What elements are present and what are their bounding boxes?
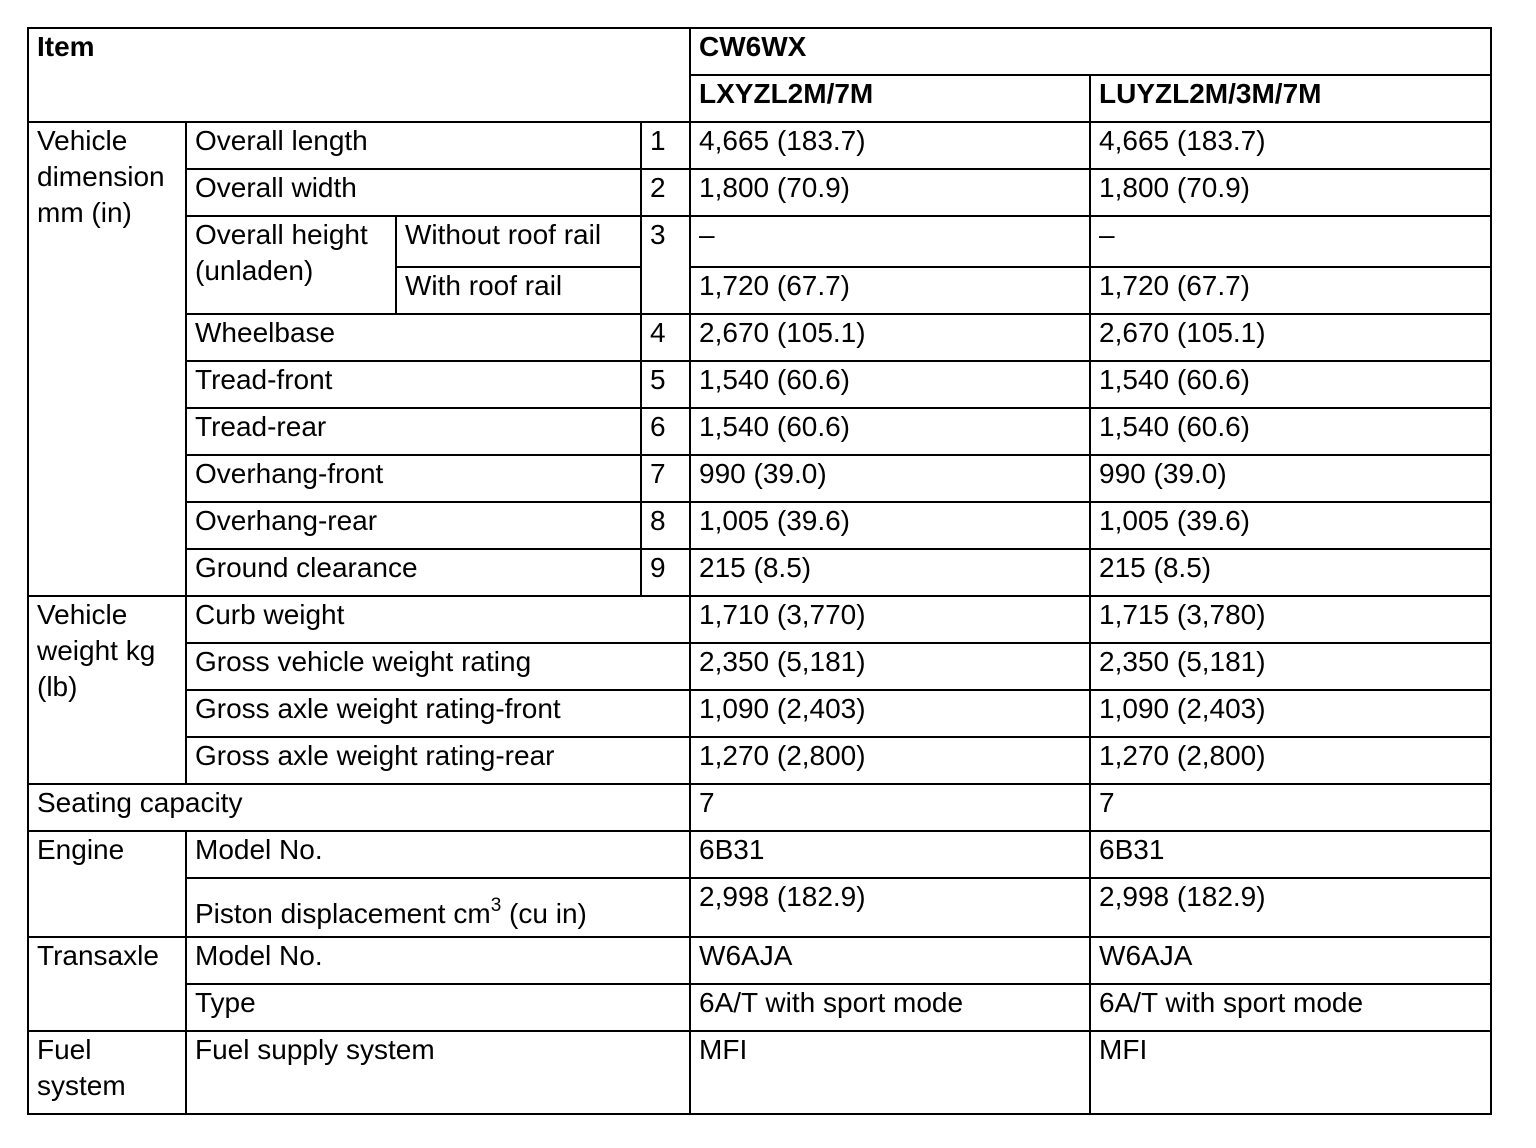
value-variant-2: – bbox=[1090, 216, 1491, 267]
header-row bbox=[28, 28, 1491, 75]
row-label: Wheelbase bbox=[186, 314, 641, 361]
value-variant-2: 990 (39.0) bbox=[1090, 455, 1491, 502]
row-number: 2 bbox=[641, 169, 690, 216]
variant-2-header: LUYZL2M/3M/7M bbox=[1090, 75, 1491, 122]
table-row bbox=[28, 831, 1491, 878]
table-row bbox=[28, 596, 1491, 643]
value-variant-2: 1,715 (3,780) bbox=[1090, 596, 1491, 643]
table-row bbox=[28, 690, 1491, 737]
seating-capacity-label: Seating capacity bbox=[28, 784, 690, 831]
piston-displacement-label bbox=[186, 878, 690, 937]
value-variant-1: 1,270 (2,800) bbox=[690, 737, 1090, 784]
fuel-group-label: Fuel system bbox=[28, 1031, 186, 1114]
overall-height-label: Overall height (unladen) bbox=[186, 216, 396, 314]
value-variant-1: W6AJA bbox=[690, 937, 1090, 984]
value-variant-2: 215 (8.5) bbox=[1090, 549, 1491, 596]
value-variant-2: MFI bbox=[1090, 1031, 1491, 1114]
weight-group-label: Vehicle weight kg (lb) bbox=[28, 596, 186, 784]
row-label: Gross vehicle weight rating bbox=[186, 643, 690, 690]
row-number: 7 bbox=[641, 455, 690, 502]
value-variant-2: 1,270 (2,800) bbox=[1090, 737, 1491, 784]
value-variant-1: 1,005 (39.6) bbox=[690, 502, 1090, 549]
row-number: 3 bbox=[641, 216, 690, 314]
item-header: Item bbox=[28, 28, 690, 122]
row-label: Model No. bbox=[186, 937, 690, 984]
table-row bbox=[28, 737, 1491, 784]
value-variant-1: 6B31 bbox=[690, 831, 1090, 878]
engine-group-label: Engine bbox=[28, 831, 186, 937]
value-variant-2: 2,670 (105.1) bbox=[1090, 314, 1491, 361]
row-label: Model No. bbox=[186, 831, 690, 878]
value-variant-1: 2,350 (5,181) bbox=[690, 643, 1090, 690]
row-number: 1 bbox=[641, 122, 690, 169]
table-row bbox=[28, 984, 1491, 1031]
value-variant-2: 6B31 bbox=[1090, 831, 1491, 878]
with-roof-rail-label: With roof rail bbox=[396, 267, 641, 314]
table-row bbox=[28, 1031, 1491, 1114]
table-row bbox=[28, 643, 1491, 690]
label-unit: (cu in) bbox=[501, 898, 587, 929]
value-variant-2: 1,005 (39.6) bbox=[1090, 502, 1491, 549]
value-variant-1: 2,998 (182.9) bbox=[690, 878, 1090, 937]
value-variant-2: 6A/T with sport mode bbox=[1090, 984, 1491, 1031]
value-variant-2: 1,090 (2,403) bbox=[1090, 690, 1491, 737]
row-label: Overall length bbox=[186, 122, 641, 169]
value-variant-2: 4,665 (183.7) bbox=[1090, 122, 1491, 169]
value-variant-1: 1,540 (60.6) bbox=[690, 408, 1090, 455]
value-variant-1: 7 bbox=[690, 784, 1090, 831]
row-label: Tread-rear bbox=[186, 408, 641, 455]
value-variant-1: – bbox=[690, 216, 1090, 267]
table-row bbox=[28, 878, 1491, 937]
row-label: Gross axle weight rating-rear bbox=[186, 737, 690, 784]
table-row bbox=[28, 784, 1491, 831]
row-number: 5 bbox=[641, 361, 690, 408]
row-label: Gross axle weight rating-front bbox=[186, 690, 690, 737]
table-row bbox=[28, 216, 1491, 267]
table-row bbox=[28, 408, 1491, 455]
value-variant-1: 990 (39.0) bbox=[690, 455, 1090, 502]
table-row bbox=[28, 455, 1491, 502]
row-label: Type bbox=[186, 984, 690, 1031]
value-variant-2: 7 bbox=[1090, 784, 1491, 831]
row-label: Overall width bbox=[186, 169, 641, 216]
value-variant-1: 1,540 (60.6) bbox=[690, 361, 1090, 408]
value-variant-2: 1,540 (60.6) bbox=[1090, 361, 1491, 408]
variant-1-header: LXYZL2M/7M bbox=[690, 75, 1090, 122]
value-variant-1: 1,720 (67.7) bbox=[690, 267, 1090, 314]
value-variant-2: 2,998 (182.9) bbox=[1090, 878, 1491, 937]
table-row bbox=[28, 361, 1491, 408]
row-number: 4 bbox=[641, 314, 690, 361]
row-label: Tread-front bbox=[186, 361, 641, 408]
value-variant-1: 1,800 (70.9) bbox=[690, 169, 1090, 216]
dimension-group-label: Vehicle dimension mm (in) bbox=[28, 122, 186, 596]
value-variant-2: W6AJA bbox=[1090, 937, 1491, 984]
row-label: Overhang-rear bbox=[186, 502, 641, 549]
value-variant-2: 1,720 (67.7) bbox=[1090, 267, 1491, 314]
without-roof-rail-label: Without roof rail bbox=[396, 216, 641, 267]
value-variant-2: 2,350 (5,181) bbox=[1090, 643, 1491, 690]
value-variant-1: 2,670 (105.1) bbox=[690, 314, 1090, 361]
value-variant-2: 1,800 (70.9) bbox=[1090, 169, 1491, 216]
value-variant-1: 215 (8.5) bbox=[690, 549, 1090, 596]
row-number: 6 bbox=[641, 408, 690, 455]
row-label: Fuel supply system bbox=[186, 1031, 690, 1114]
row-number: 9 bbox=[641, 549, 690, 596]
table-row bbox=[28, 122, 1491, 169]
value-variant-2: 1,540 (60.6) bbox=[1090, 408, 1491, 455]
table-row bbox=[28, 937, 1491, 984]
table-row bbox=[28, 169, 1491, 216]
model-header: CW6WX bbox=[690, 28, 1491, 75]
value-variant-1: MFI bbox=[690, 1031, 1090, 1114]
row-label: Ground clearance bbox=[186, 549, 641, 596]
row-number: 8 bbox=[641, 502, 690, 549]
row-label: Curb weight bbox=[186, 596, 690, 643]
value-variant-1: 1,710 (3,770) bbox=[690, 596, 1090, 643]
value-variant-1: 1,090 (2,403) bbox=[690, 690, 1090, 737]
superscript-3: 3 bbox=[490, 895, 502, 916]
label-text: Piston displacement cm bbox=[195, 898, 491, 929]
table-row bbox=[28, 549, 1491, 596]
table-row bbox=[28, 502, 1491, 549]
row-label: Overhang-front bbox=[186, 455, 641, 502]
value-variant-1: 4,665 (183.7) bbox=[690, 122, 1090, 169]
value-variant-1: 6A/T with sport mode bbox=[690, 984, 1090, 1031]
specifications-table bbox=[27, 27, 1492, 1115]
table-row bbox=[28, 314, 1491, 361]
transaxle-group-label: Transaxle bbox=[28, 937, 186, 1031]
